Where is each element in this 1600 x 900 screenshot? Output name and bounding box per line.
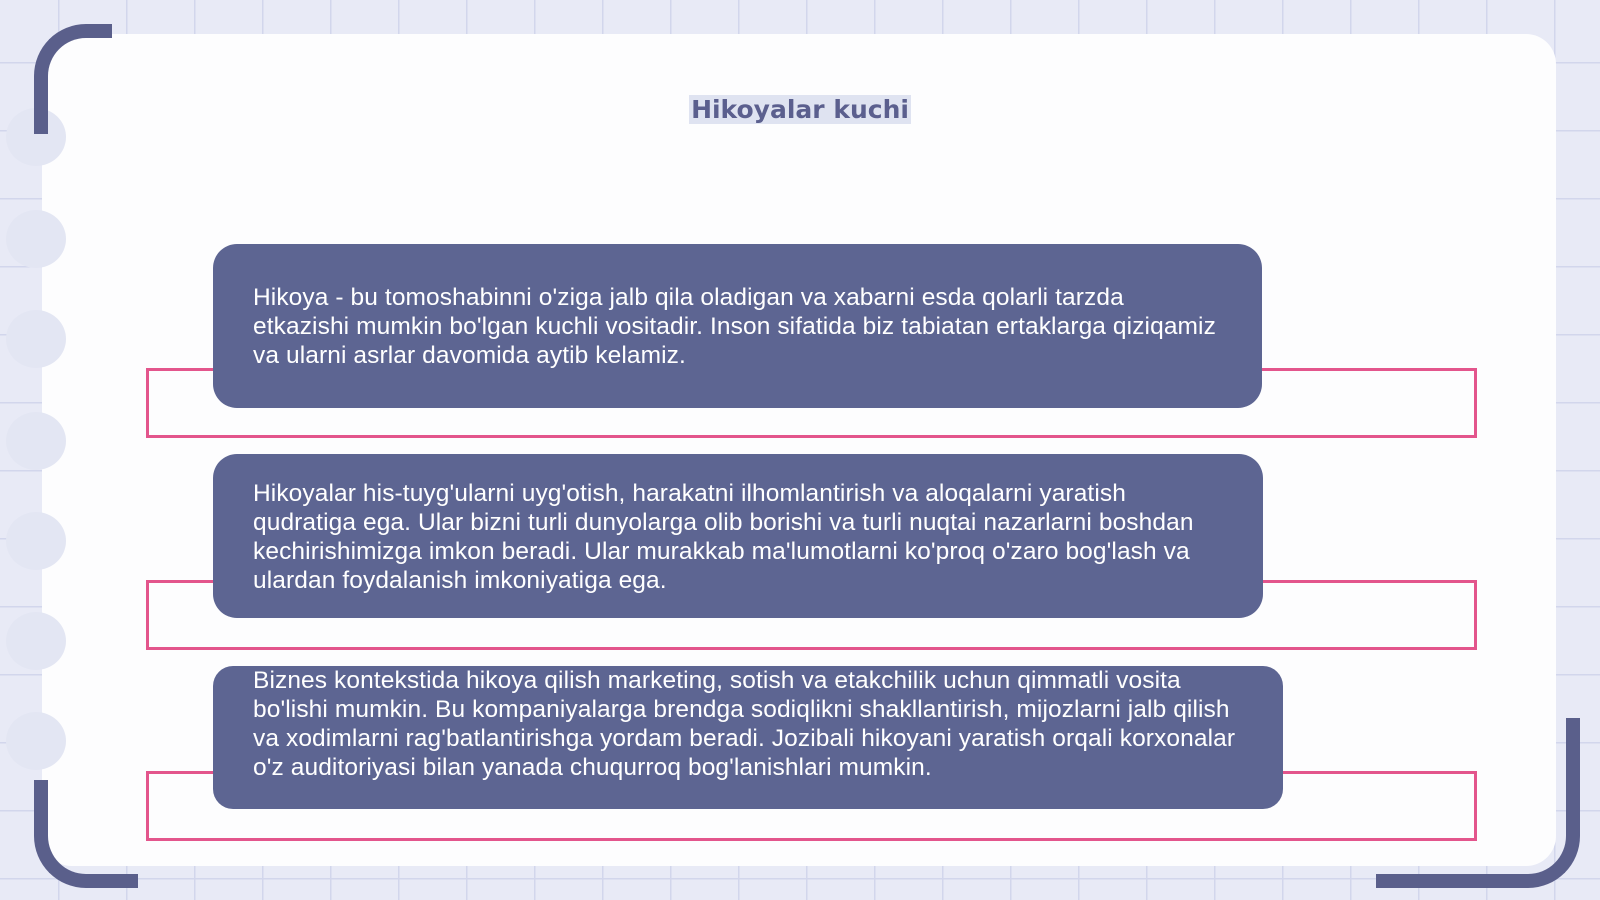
paper-notch — [6, 512, 66, 570]
slide-title-text: Hikoyalar kuchi — [691, 95, 909, 124]
paper-notch — [6, 612, 66, 670]
paper-notch — [6, 210, 66, 268]
content-card-text: Biznes kontekstida hikoya qilish marketing, sotish va etakchilik uchun qimmatli vosita bo'lishi mumkin. Bu kompaniyalarga brendga sodiqlikni shakllantirish, mijozlarni jalb qilish va xodimlarni rag'batlantirishga yordam beradi. Jozibali hikoyani yaratish orqali korxonalar o'z auditoriyasi bilan yanada chuqurroq bog'lanishlari mumkin. — [253, 667, 1236, 781]
content-card-text: Hikoya - bu tomoshabinni o'ziga jalb qila oladigan va xabarni esda qolarli tarzda etkazishi mumkin bo'lgan kuchli vositadir. Inson sifatida biz tabiatan ertaklarga qiziqamiz va ularni asrlar davomida aytib kelamiz. — [253, 284, 1216, 369]
content-card-text: Hikoyalar his-tuyg'ularni uyg'otish, harakatni ilhomlantirish va aloqalarni yaratish qudratiga ega. Ular bizni turli dunyolarga olib borishi va turli nuqtai nazarlarni boshdan kechirishimizga imkon beradi. Ular murakkab ma'lumotlarni ko'proq o'zaro bog'lash va ulardan foydalanish imkoniyatiga ega. — [253, 480, 1194, 594]
paper-notch — [6, 310, 66, 368]
content-card-3 — [213, 666, 1283, 809]
paper-notch — [6, 412, 66, 470]
paper-notch — [6, 712, 66, 770]
corner-bracket-bottom-left — [34, 780, 138, 888]
slide-title — [0, 95, 1600, 124]
content-card-2 — [213, 454, 1263, 618]
content-card-1 — [213, 244, 1262, 408]
